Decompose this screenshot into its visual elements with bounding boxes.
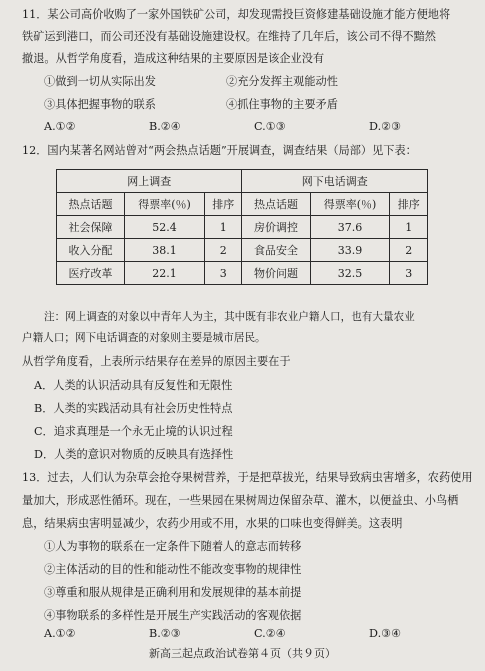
table-cell: 22.1 [125, 262, 205, 285]
table-cell: 医疗改革 [57, 262, 125, 285]
q11-options [44, 121, 475, 132]
q11-stem-line: 撤退。从哲学角度看，造成这种结果的主要原因是该企业没有 [22, 52, 325, 65]
table-cell: 房价调控 [242, 216, 310, 239]
q13-option-c[interactable]: C.②④ [254, 627, 286, 640]
q13-stem-line: 息，结果病虫害明显减少，农药少用或不用，水果的口味也变得鲜美。这表明 [22, 517, 403, 530]
column-header: 得票率(％) [310, 193, 390, 216]
q11-statement: ②充分发挥主观能动性 [226, 75, 338, 88]
table-cell: 3 [205, 262, 242, 285]
q12-choice-a[interactable]: A．人类的认识活动具有反复性和无限性 [34, 379, 233, 392]
table-cell: 社会保障 [57, 216, 125, 239]
q11-statement: ①做到一切从实际出发 [44, 75, 156, 88]
column-header: 得票率(％) [125, 193, 205, 216]
q12-choice-d[interactable]: D．人类的意识对物质的反映具有选择性 [34, 448, 234, 461]
q11-statement-row [44, 99, 471, 110]
q11-stem-line: 11．某公司高价收购了一家外国铁矿公司，却发现需投巨资修建基础设施才能方便地将 [22, 8, 451, 21]
q13-options [44, 628, 475, 639]
table-cell: 52.4 [125, 216, 205, 239]
table-cell: 38.1 [125, 239, 205, 262]
table-cell: 食品安全 [242, 239, 310, 262]
q12-note-line: 户籍人口；网下电话调查的对象则主要是城市居民。 [22, 332, 266, 344]
column-header: 热点话题 [57, 193, 125, 216]
q13-option-a[interactable]: A.①② [44, 627, 76, 640]
q11-statement: ④抓住事物的主要矛盾 [226, 98, 338, 111]
q13-stem-line: 量加大，形成恶性循环。现在，一些果园在果树周边保留杂草、灌木，以便益虫、小鸟栖 [22, 494, 459, 507]
table-cell: 2 [390, 239, 428, 262]
column-header: 排序 [390, 193, 428, 216]
q11-option-c[interactable]: C.①③ [254, 120, 286, 133]
q12-choice-c[interactable]: C．追求真理是一个永无止境的认识过程 [34, 425, 233, 438]
table-cell: 收入分配 [57, 239, 125, 262]
survey-table [56, 169, 428, 285]
page-footer: 新高三起点政治试卷第４页（共９页） [149, 647, 336, 660]
table-cell: 1 [205, 216, 242, 239]
q11-statement-row [44, 76, 471, 87]
table-row [57, 239, 428, 262]
q13-stem-line: 13．过去，人们认为杂草会抢夺果树营养，于是把草拔光，结果导致病虫害增多，农药使用 [22, 471, 473, 484]
q13-option-b[interactable]: B.②③ [149, 627, 181, 640]
q13-statement: ②主体活动的目的性和能动性不能改变事物的规律性 [44, 563, 302, 576]
q11-stem-line: 铁矿运到港口，而公司还没有基础设施建设权。在维持了几年后，该公司不得不黯然 [22, 30, 436, 43]
q13-statement: ③尊重和服从规律是正确利用和发展规律的基本前提 [44, 586, 302, 599]
q11-option-d[interactable]: D.②③ [369, 120, 402, 133]
group-header-phone: 网下电话调查 [242, 170, 428, 193]
table-cell: 1 [390, 216, 428, 239]
table-cell: 物价问题 [242, 262, 310, 285]
table-group-header-row [57, 170, 428, 193]
table-cell: 3 [390, 262, 428, 285]
group-header-online: 网上调查 [57, 170, 242, 193]
table-cell: 33.9 [310, 239, 390, 262]
table-cell: 37.6 [310, 216, 390, 239]
table-header-row [57, 193, 428, 216]
q13-statement: ④事物联系的多样性是开展生产实践活动的客观依据 [44, 609, 302, 622]
q12-note-line: 注：网上调查的对象以中青年人为主，其中既有非农业户籍人口，也有大量农业 [44, 311, 415, 323]
table-row [57, 262, 428, 285]
table-cell: 32.5 [310, 262, 390, 285]
q13-option-d[interactable]: D.③④ [369, 627, 402, 640]
table-row [57, 216, 428, 239]
q12-choice-b[interactable]: B．人类的实践活动具有社会历史性特点 [34, 402, 233, 415]
q11-option-b[interactable]: B.②④ [149, 120, 181, 133]
table-cell: 2 [205, 239, 242, 262]
q13-statement: ①人为事物的联系在一定条件下随着人的意志而转移 [44, 540, 302, 553]
q12-question: 从哲学角度看，上表所示结果存在差异的原因主要在于 [22, 355, 291, 368]
column-header: 排序 [205, 193, 242, 216]
column-header: 热点话题 [242, 193, 310, 216]
q11-option-a[interactable]: A.①② [44, 120, 76, 133]
q12-stem: 12．国内某著名网站曾对“两会热点话题”开展调查，调查结果（局部）见下表： [22, 144, 417, 157]
q11-statement: ③具体把握事物的联系 [44, 98, 156, 111]
